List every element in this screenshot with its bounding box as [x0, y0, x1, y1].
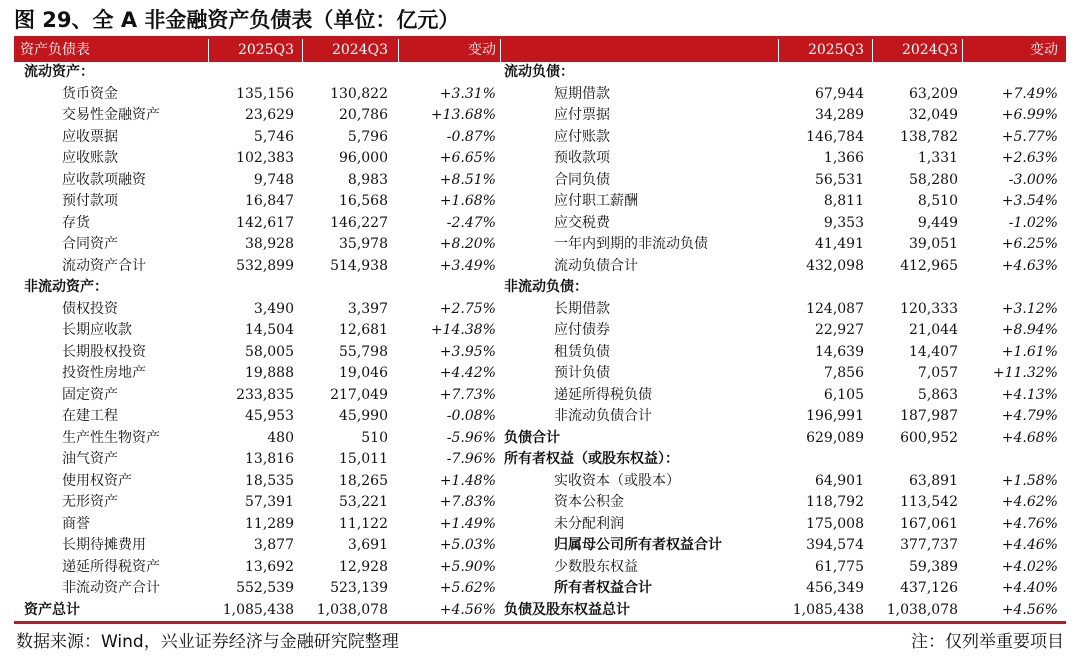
row-label: 投资性房地产	[62, 365, 146, 381]
table-row	[14, 256, 1066, 278]
value-2024q3: 96,000	[339, 150, 388, 166]
row-label: 非流动资产合计	[62, 580, 160, 596]
value-2025q3: 16,847	[245, 193, 294, 209]
value-2025q3: 135,156	[236, 85, 294, 102]
row-label: 应交税费	[554, 214, 610, 231]
table-row	[14, 127, 1066, 149]
header-2025q3-right: 2025Q3	[807, 42, 864, 58]
value-2024q3: 20,786	[339, 107, 388, 123]
change-value	[964, 62, 1058, 84]
value-2024q3: 8,510	[917, 193, 958, 209]
value-2025q3: 480	[267, 429, 294, 446]
row-label: 长期借款	[554, 300, 610, 317]
value-2024q3: 12,681	[339, 322, 388, 338]
row-label: 长期待摊费用	[62, 537, 146, 553]
table-row	[14, 62, 1066, 84]
row-label: 流动负债合计	[554, 257, 638, 274]
row-label: 预付款项	[62, 193, 118, 209]
change-value: -5.96%	[446, 429, 496, 446]
value-2024q3: 12,928	[339, 558, 388, 575]
header-2025q3-left: 2025Q3	[237, 42, 294, 58]
change-value: +6.25%	[1001, 236, 1058, 252]
value-2025q3: 67,944	[815, 85, 864, 102]
header-left-label: 资产负债表	[20, 42, 90, 58]
value-2024q3: 45,990	[339, 408, 388, 424]
table-row	[14, 170, 1066, 192]
change-value: +7.83%	[439, 494, 496, 510]
table-row	[14, 213, 1066, 235]
value-2024q3	[874, 62, 958, 84]
value-2024q3: 120,333	[900, 300, 958, 317]
value-2025q3: 45,953	[245, 408, 294, 424]
change-value: +4.40%	[1001, 580, 1058, 596]
value-2024q3	[874, 449, 958, 471]
value-2025q3: 124,087	[806, 300, 864, 317]
change-value: +3.31%	[439, 85, 496, 102]
value-2024q3: 510	[361, 429, 388, 446]
change-value: +6.99%	[1001, 107, 1058, 123]
value-2024q3: 19,046	[339, 365, 388, 381]
header-change-left: 变动	[468, 42, 496, 58]
row-label: 债权投资	[62, 300, 118, 317]
row-label: 预收款项	[554, 150, 610, 166]
value-2025q3: 5,746	[253, 128, 294, 145]
value-2024q3: 5,863	[917, 386, 958, 403]
table-row	[14, 385, 1066, 407]
value-2025q3: 61,775	[815, 558, 864, 575]
table-row	[14, 428, 1066, 450]
value-2024q3: 59,389	[909, 558, 958, 575]
change-value: +1.48%	[439, 472, 496, 489]
row-label: 应收票据	[62, 128, 118, 145]
table-row	[14, 449, 1066, 471]
table-row	[14, 234, 1066, 256]
table-row	[14, 535, 1066, 557]
value-2024q3: 167,061	[900, 515, 958, 532]
value-2024q3: 377,737	[900, 537, 958, 553]
value-2025q3: 58,005	[245, 343, 294, 360]
change-value: +7.73%	[439, 386, 496, 403]
row-label: 所有者权益合计	[554, 580, 652, 596]
value-2024q3: 3,397	[347, 300, 388, 317]
row-label: 归属母公司所有者权益合计	[554, 537, 722, 553]
table-row	[14, 277, 1066, 299]
row-label: 递延所得税资产	[62, 558, 160, 575]
change-value: +5.77%	[1001, 128, 1058, 145]
table-row	[14, 471, 1066, 493]
value-2025q3: 456,349	[806, 580, 864, 596]
row-label: 长期应收款	[62, 322, 132, 338]
change-value: +4.63%	[1001, 257, 1058, 274]
row-label: 合同负债	[554, 171, 610, 188]
change-value: -7.96%	[446, 451, 496, 467]
row-label: 一年内到期的非流动负债	[554, 236, 708, 252]
change-value: +3.49%	[439, 257, 496, 274]
row-label: 非流动负债合计	[554, 408, 652, 424]
row-label: 长期股权投资	[62, 343, 146, 360]
value-2024q3: 18,265	[339, 472, 388, 489]
value-2025q3: 41,491	[815, 236, 864, 252]
change-value: -0.08%	[446, 408, 496, 424]
row-label: 预计负债	[554, 365, 610, 381]
change-value: -0.87%	[446, 128, 496, 145]
value-2025q3: 196,991	[806, 408, 864, 424]
bottom-rule	[14, 621, 1066, 624]
table-row	[14, 600, 1066, 622]
value-2025q3: 146,784	[806, 128, 864, 145]
change-value: +11.32%	[992, 365, 1058, 381]
change-value: +13.68%	[430, 107, 496, 123]
table-header	[14, 39, 1066, 62]
value-2024q3: 55,798	[339, 343, 388, 360]
row-label: 商誉	[62, 515, 90, 532]
row-label: 流动负债：	[504, 64, 574, 80]
change-value: +4.56%	[439, 601, 496, 618]
table-row	[14, 84, 1066, 106]
value-2024q3: 1,038,078	[316, 601, 388, 618]
row-label: 实收资本（或股本）	[554, 472, 680, 489]
change-value: +6.65%	[439, 150, 496, 166]
row-label: 流动资产：	[24, 64, 94, 80]
value-2024q3: 63,891	[909, 472, 958, 489]
value-2025q3: 142,617	[236, 214, 294, 231]
value-2025q3: 552,539	[236, 580, 294, 596]
value-2025q3: 57,391	[245, 494, 294, 510]
value-2025q3: 19,888	[245, 365, 294, 381]
table-row	[14, 148, 1066, 170]
table-row	[14, 320, 1066, 342]
change-value: +4.79%	[1001, 408, 1058, 424]
value-2024q3: 514,938	[330, 257, 388, 274]
change-value: -1.02%	[1008, 214, 1058, 231]
header-separator	[208, 39, 209, 62]
change-value: +5.62%	[439, 580, 496, 596]
value-2024q3: 35,978	[339, 236, 388, 252]
value-2025q3: 22,927	[815, 322, 864, 338]
row-label: 递延所得税负债	[554, 386, 652, 403]
header-change-right: 变动	[1030, 42, 1058, 58]
value-2025q3: 11,289	[245, 515, 294, 532]
table-row	[14, 299, 1066, 321]
row-label: 应付职工薪酬	[554, 193, 638, 209]
change-value: +1.49%	[439, 515, 496, 532]
row-label: 货币资金	[62, 85, 118, 102]
row-label: 存货	[62, 214, 90, 231]
row-label: 租赁负债	[554, 343, 610, 360]
header-2024q3-right: 2024Q3	[901, 42, 958, 58]
row-label: 资本公积金	[554, 494, 624, 510]
value-2024q3: 113,542	[900, 494, 958, 510]
change-value: +5.03%	[439, 537, 496, 553]
row-label: 非流动负债：	[504, 279, 588, 295]
row-label: 负债合计	[504, 429, 560, 446]
value-2024q3: 523,139	[330, 580, 388, 596]
table-row	[14, 105, 1066, 127]
row-label: 油气资产	[62, 451, 118, 467]
value-2025q3: 432,098	[806, 257, 864, 274]
value-2024q3: 21,044	[909, 322, 958, 338]
value-2025q3: 13,816	[245, 451, 294, 467]
value-2024q3: 187,987	[900, 408, 958, 424]
change-value: -2.47%	[446, 214, 496, 231]
change-value: -3.00%	[1008, 171, 1058, 188]
row-label: 非流动资产：	[24, 279, 108, 295]
change-value: +4.62%	[1001, 494, 1058, 510]
value-2025q3: 233,835	[236, 386, 294, 403]
header-separator	[962, 39, 963, 62]
value-2025q3	[780, 277, 864, 299]
value-2024q3: 1,331	[917, 150, 958, 166]
value-2024q3: 63,209	[909, 85, 958, 102]
row-label: 使用权资产	[62, 472, 132, 489]
row-label: 在建工程	[62, 408, 118, 424]
value-2025q3	[780, 62, 864, 84]
value-2024q3: 7,057	[917, 365, 958, 381]
footnote: 注：仅列举重要项目	[911, 632, 1064, 652]
value-2024q3: 130,822	[330, 85, 388, 102]
row-label: 无形资产	[62, 494, 118, 510]
table-row	[14, 578, 1066, 600]
value-2025q3: 118,792	[806, 494, 864, 510]
value-2024q3: 58,280	[909, 171, 958, 188]
header-separator	[778, 39, 779, 62]
table-row	[14, 342, 1066, 364]
row-label: 固定资产	[62, 386, 118, 403]
row-label: 短期借款	[554, 85, 610, 102]
value-2024q3: 11,122	[339, 515, 388, 532]
row-label: 少数股东权益	[554, 558, 638, 575]
change-value: +2.75%	[439, 300, 496, 317]
value-2025q3: 629,089	[806, 429, 864, 446]
value-2024q3: 217,049	[330, 386, 388, 403]
change-value: +5.90%	[439, 558, 496, 575]
change-value: +4.76%	[1001, 515, 1058, 532]
change-value: +4.42%	[439, 365, 496, 381]
value-2024q3: 1,038,078	[886, 601, 958, 618]
table-row	[14, 363, 1066, 385]
header-separator	[398, 39, 399, 62]
value-2024q3: 39,051	[909, 236, 958, 252]
value-2024q3: 9,449	[917, 214, 958, 231]
value-2025q3: 38,928	[245, 236, 294, 252]
value-2025q3: 3,877	[253, 537, 294, 553]
row-label: 应付票据	[554, 107, 610, 123]
table-row	[14, 557, 1066, 579]
value-2025q3: 14,504	[245, 322, 294, 338]
value-2024q3: 32,049	[909, 107, 958, 123]
change-value: +3.54%	[1001, 193, 1058, 209]
value-2025q3: 64,901	[815, 472, 864, 489]
change-value: +8.51%	[439, 171, 496, 188]
row-label: 负债及股东权益总计	[504, 601, 630, 618]
change-value: +4.56%	[1001, 601, 1058, 618]
change-value: +3.95%	[439, 343, 496, 360]
value-2024q3	[874, 277, 958, 299]
value-2025q3: 3,490	[253, 300, 294, 317]
change-value: +8.20%	[439, 236, 496, 252]
value-2024q3: 15,011	[339, 451, 388, 467]
value-2024q3: 600,952	[900, 429, 958, 446]
table-row	[14, 492, 1066, 514]
row-label: 应收账款	[62, 150, 118, 166]
header-separator	[872, 39, 873, 62]
change-value: +7.49%	[1001, 85, 1058, 102]
value-2025q3: 18,535	[245, 472, 294, 489]
row-label: 合同资产	[62, 236, 118, 252]
change-value: +1.61%	[1001, 343, 1058, 360]
value-2025q3: 9,353	[823, 214, 864, 231]
change-value: +2.63%	[1001, 150, 1058, 166]
table-row	[14, 514, 1066, 536]
row-label: 流动资产合计	[62, 257, 146, 274]
row-label: 交易性金融资产	[62, 107, 160, 123]
change-value: +4.46%	[1001, 537, 1058, 553]
change-value	[964, 449, 1058, 471]
row-label: 资产总计	[24, 601, 80, 618]
value-2024q3: 146,227	[330, 214, 388, 231]
value-2024q3: 437,126	[900, 580, 958, 596]
row-label: 生产性生物资产	[62, 429, 160, 446]
figure-title: 图 29、全 A 非金融资产负债表（单位：亿元）	[14, 8, 460, 32]
value-2025q3: 34,289	[815, 107, 864, 123]
value-2024q3: 138,782	[900, 128, 958, 145]
change-value: +1.58%	[1001, 472, 1058, 489]
header-separator	[500, 39, 501, 62]
change-value: +4.02%	[1001, 558, 1058, 575]
change-value	[964, 277, 1058, 299]
value-2025q3: 532,899	[236, 257, 294, 274]
row-label: 应收款项融资	[62, 171, 146, 188]
value-2025q3: 7,856	[823, 365, 864, 381]
value-2025q3: 23,629	[245, 107, 294, 123]
row-label: 所有者权益（或股东权益）：	[504, 451, 679, 467]
value-2025q3: 8,811	[823, 193, 864, 209]
value-2025q3	[780, 449, 864, 471]
source-note: 数据来源：Wind，兴业证券经济与金融研究院整理	[16, 632, 399, 652]
change-value: +8.94%	[1001, 322, 1058, 338]
change-value: +3.12%	[1001, 300, 1058, 317]
value-2025q3: 9,748	[253, 171, 294, 188]
value-2025q3: 6,105	[823, 386, 864, 403]
table-row	[14, 191, 1066, 213]
value-2025q3: 102,383	[236, 150, 294, 166]
value-2024q3: 412,965	[900, 257, 958, 274]
change-value: +1.68%	[439, 193, 496, 209]
change-value: +4.68%	[1001, 429, 1058, 446]
value-2024q3: 5,796	[347, 128, 388, 145]
change-value: +4.13%	[1001, 386, 1058, 403]
value-2025q3: 1,366	[823, 150, 864, 166]
value-2024q3: 16,568	[339, 193, 388, 209]
header-2024q3-left: 2024Q3	[331, 42, 388, 58]
value-2025q3: 13,692	[245, 558, 294, 575]
value-2024q3: 8,983	[347, 171, 388, 188]
row-label: 应付债券	[554, 322, 610, 338]
table-row	[14, 406, 1066, 428]
value-2025q3: 56,531	[815, 171, 864, 188]
header-separator	[302, 39, 303, 62]
value-2024q3: 3,691	[347, 537, 388, 553]
value-2025q3: 1,085,438	[222, 601, 294, 618]
value-2025q3: 394,574	[806, 537, 864, 553]
value-2025q3: 1,085,438	[792, 601, 864, 618]
value-2025q3: 175,008	[806, 515, 864, 532]
value-2024q3: 53,221	[339, 494, 388, 510]
row-label: 应付账款	[554, 128, 610, 145]
row-label: 未分配利润	[554, 515, 624, 532]
change-value: +14.38%	[430, 322, 496, 338]
value-2024q3: 14,407	[909, 343, 958, 360]
value-2025q3: 14,639	[815, 343, 864, 360]
